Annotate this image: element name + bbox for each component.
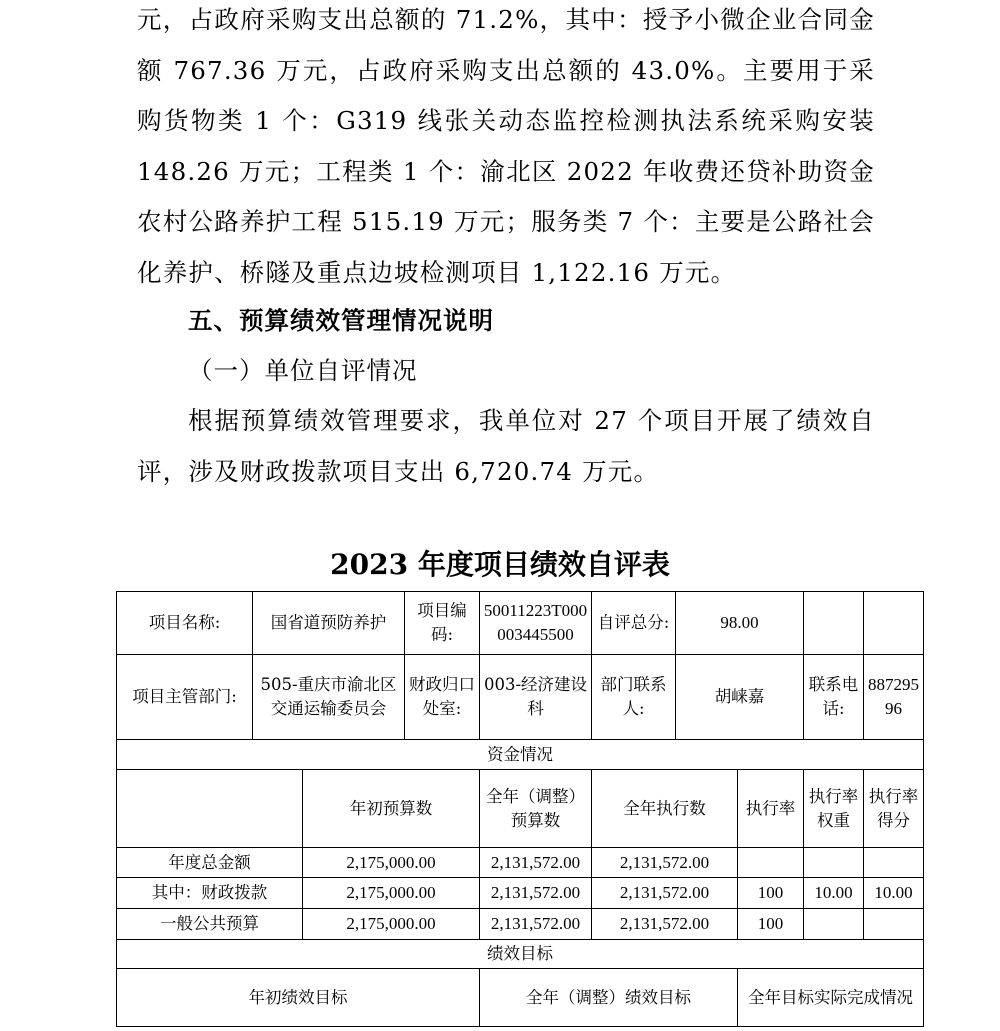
row-label: 其中：财政拨款: [117, 878, 303, 909]
paragraph-self-evaluation: 根据预算绩效管理要求，我单位对 27 个项目开展了绩效自评，涉及财政拨款项目支出 6,720.74 万元。: [137, 406, 875, 486]
self-score-value: 98.00: [676, 592, 804, 655]
table-row: [117, 969, 924, 1027]
empty-cell: [117, 770, 303, 848]
col-adjusted-header: 全年（调整）预算数: [480, 770, 592, 848]
weight-value: [804, 848, 864, 878]
goal-actual-header: 全年目标实际完成情况: [738, 969, 924, 1027]
initial-value: 2,175,000.00: [303, 848, 480, 878]
funds-section-header: 资金情况: [117, 740, 924, 770]
weight-value: 10.00: [804, 878, 864, 909]
paragraph-procurement: 元，占政府采购支出总额的 71.2%，其中：授予小微企业合同金额 767.36 万元，占政府采购支出总额的 43.0%。主要用于采购货物类 1 个：G319 线张关动态监控检测执法系统采购安装 148.26 万元；工程类 1 个：渝北区 2022 年收费还贷补助资金农村公路养护工程 515.19 万元；服务类 7 个：主要是公路社会化养护、桥隧及重点边坡检测项目 1,122.16 万元。: [137, 5, 875, 287]
initial-value: 2,175,000.00: [303, 909, 480, 940]
phone-label: 联系电话:: [804, 655, 864, 740]
score-value: 10.00: [864, 878, 924, 909]
finance-office-label: 财政归口处室:: [405, 655, 480, 740]
table-row: [117, 940, 924, 969]
self-score-label: 自评总分:: [592, 592, 676, 655]
score-value: [864, 909, 924, 940]
col-executed-header: 全年执行数: [592, 770, 738, 848]
row-label: 一般公共预算: [117, 909, 303, 940]
rate-value: [738, 848, 804, 878]
col-initial-header: 年初预算数: [303, 770, 480, 848]
project-code-value: 50011223T000003445500: [480, 592, 592, 655]
section-heading: 五、预算绩效管理情况说明: [188, 306, 494, 335]
phone-value: 88729596: [864, 655, 924, 740]
goal-initial-header: 年初绩效目标: [117, 969, 480, 1027]
contact-label: 部门联系人:: [592, 655, 676, 740]
table-row: [117, 848, 924, 878]
project-code-label: 项目编码:: [405, 592, 480, 655]
table-row: [117, 592, 924, 655]
col-weight-header: 执行率权重: [804, 770, 864, 848]
score-value: [864, 848, 924, 878]
goals-section-header: 绩效目标: [117, 940, 924, 969]
dept-value: 505-重庆市渝北区交通运输委员会: [253, 655, 405, 740]
rate-value: 100: [738, 909, 804, 940]
empty-cell: [864, 592, 924, 655]
adjusted-value: 2,131,572.00: [480, 878, 592, 909]
table-row: [117, 655, 924, 740]
project-name-value: 国省道预防养护: [253, 592, 405, 655]
table-row: [117, 770, 924, 848]
subsection-heading: （一）单位自评情况: [188, 356, 418, 385]
dept-label: 项目主管部门:: [117, 655, 253, 740]
weight-value: [804, 909, 864, 940]
col-score-header: 执行率得分: [864, 770, 924, 848]
executed-value: 2,131,572.00: [592, 909, 738, 940]
contact-value: 胡崃嘉: [676, 655, 804, 740]
row-label: 年度总金额: [117, 848, 303, 878]
table-row: [117, 878, 924, 909]
table-title: 2023 年度项目绩效自评表: [330, 548, 670, 581]
finance-office-value: 003-经济建设科: [480, 655, 592, 740]
rate-value: 100: [738, 878, 804, 909]
adjusted-value: 2,131,572.00: [480, 848, 592, 878]
adjusted-value: 2,131,572.00: [480, 909, 592, 940]
col-rate-header: 执行率: [738, 770, 804, 848]
table-row: [117, 909, 924, 940]
executed-value: 2,131,572.00: [592, 878, 738, 909]
project-name-label: 项目名称:: [117, 592, 253, 655]
empty-cell: [804, 592, 864, 655]
performance-table: [116, 591, 924, 1027]
table-row: [117, 740, 924, 770]
initial-value: 2,175,000.00: [303, 878, 480, 909]
executed-value: 2,131,572.00: [592, 848, 738, 878]
goal-adjusted-header: 全年（调整）绩效目标: [480, 969, 738, 1027]
